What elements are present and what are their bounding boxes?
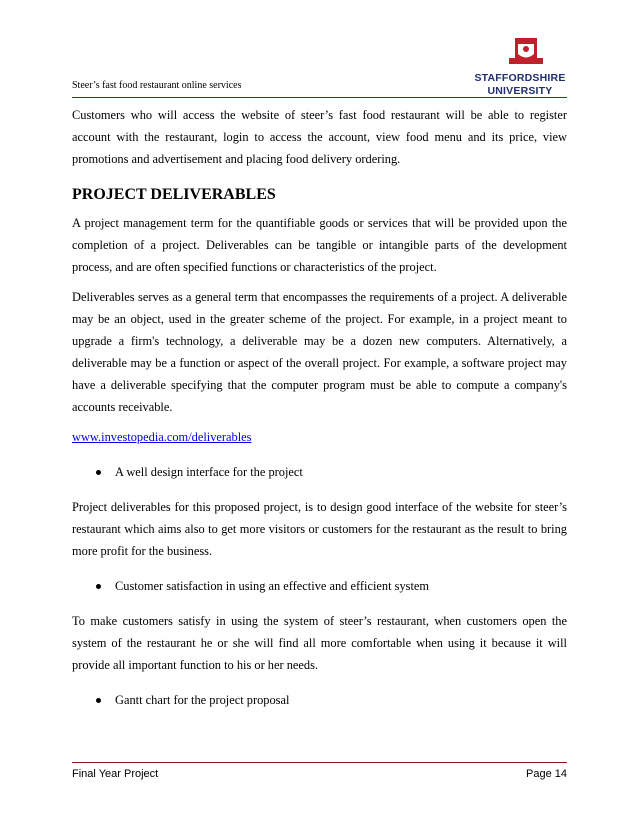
intro-paragraph: Customers who will access the website of steer’s fast food restaurant will be able to register account with the restaurant, login to access the account, view food menu and its price, view promotions and advertisement and placing food delivery ordering. [72, 108, 567, 166]
investopedia-link[interactable]: www.investopedia.com/deliverables [72, 430, 252, 444]
bullet-item-gantt [72, 689, 567, 711]
footer-project-label: Final Year Project [72, 768, 159, 780]
university-crest-icon [465, 36, 575, 74]
logo-line-1: STAFFORDSHIRE [474, 72, 566, 84]
bullet-item-interface [72, 461, 567, 483]
logo-line-2: UNIVERSITY [487, 85, 553, 97]
footer-page-number: Page 14 [526, 768, 567, 780]
deliverables-description-paragraph: Deliverables serves as a general term that encompasses the requirements of a project. A deliverable may be an object, used in the greater scheme of the project. For example, in a project meant to upgrade a firm's technology, a deliverable may be a dozen new computers. Alternatively, a deliverable may be a function or aspect of the overall project. For example, a software project may have a deliverable specifying that the computer program must be able to compute a company's accounts receivable. [72, 290, 567, 414]
section-heading: PROJECT DELIVERABLES [72, 186, 276, 203]
university-logo [465, 36, 575, 100]
footer-divider [72, 762, 567, 763]
bullet-text: Gantt chart for the project proposal [115, 693, 290, 707]
bullet-item-satisfaction [72, 575, 567, 597]
bullet-text: Customer satisfaction in using an effective and efficient system [115, 579, 430, 593]
page-content [72, 104, 567, 724]
bullet-icon [96, 584, 101, 589]
bullet-icon [96, 470, 101, 475]
header-divider [72, 97, 567, 98]
running-header-title: Steer’s fast food restaurant online services [72, 80, 242, 91]
satisfaction-paragraph: To make customers satisfy in using the system of steer’s restaurant, when customers open the system of the restaurant he or she will find all more comfortable when using it because it will provide all important function to his or her needs. [72, 614, 567, 672]
deliverables-definition-paragraph: A project management term for the quantifiable goods or services that will be provided upon the completion of a project. Deliverables can be tangible or intangible parts of the development process, and are often specified functions or characteristics of the project. [72, 216, 567, 274]
interface-paragraph: Project deliverables for this proposed project, is to design good interface of the website for steer’s restaurant which aims also to get more visitors or customers for the restaurant as the result to bring more profit for the business. [72, 500, 567, 558]
bullet-text: A well design interface for the project [115, 465, 303, 479]
bullet-icon [96, 698, 101, 703]
